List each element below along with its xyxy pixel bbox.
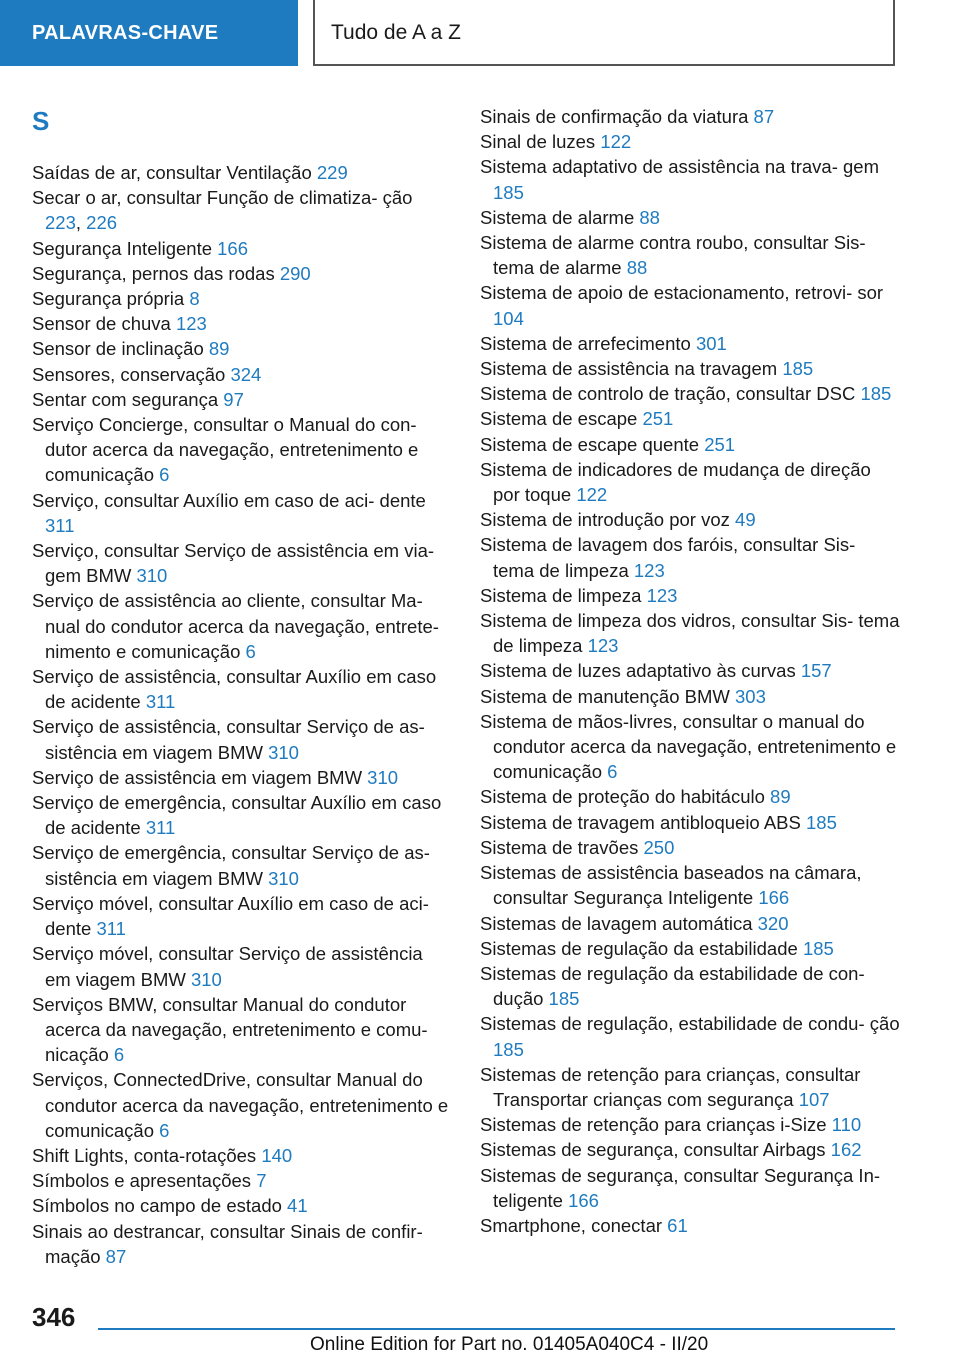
index-entry [32, 387, 452, 412]
page-reference-link[interactable]: 311 [145, 691, 176, 713]
page-number: 346 [32, 1302, 76, 1332]
page-reference-link[interactable]: 311 [96, 918, 126, 940]
index-entry-text: Sistema de manutenção BMW [480, 685, 735, 707]
index-entry [480, 1062, 900, 1112]
index-entry-text: Serviço móvel, consultar Auxílio em caso de aci‐ dente [32, 892, 429, 940]
index-entry [32, 1193, 452, 1218]
page-reference-link[interactable]: 310 [268, 741, 299, 763]
index-entry-text: Serviço, consultar Serviço de assistência em via‐ gem BMW [32, 540, 435, 587]
index-entry [480, 129, 900, 154]
page-reference-link[interactable]: 123 [646, 584, 678, 606]
index-entry-text: Sistema de indicadores de mudança de direção por toque [480, 458, 871, 506]
page-reference-link[interactable]: 6 [607, 761, 618, 783]
index-entry-text: Sistemas de regulação, estabilidade de condu‐ ção [480, 1013, 900, 1035]
index-entry-text: Símbolos e apresentações [32, 1170, 257, 1192]
page-reference-link[interactable]: 226 [86, 212, 118, 234]
index-entry [32, 941, 452, 991]
index-entry [480, 961, 900, 1011]
page-reference-link[interactable]: 185 [493, 181, 524, 203]
page-reference-link[interactable]: 122 [576, 484, 608, 506]
index-entry-text: Sistema de limpeza [480, 584, 647, 606]
index-entry-text: Sistemas de regulação da estabilidade de con‐ dução [480, 962, 865, 1010]
page-reference-link[interactable]: 8 [189, 288, 200, 310]
index-entry-text: Serviço de assistência, consultar Auxílio em caso de acidente [32, 666, 437, 713]
index-entry-text: Serviço de emergência, consultar Auxílio em caso de acidente [32, 792, 442, 839]
index-entry [480, 532, 900, 582]
page-reference-link[interactable]: 49 [735, 509, 756, 531]
index-entry [480, 331, 900, 356]
page-reference-link[interactable]: 290 [279, 262, 311, 284]
page-reference-link[interactable]: 320 [757, 912, 789, 934]
index-entry-text: Sistema de proteção do habitáculo [480, 786, 771, 808]
index-entry-text: Serviços BMW, consultar Manual do condutor acerca da navegação, entretenimento e comu‐ nicação [32, 993, 428, 1066]
index-entry-text: Serviço Concierge, consultar o Manual do con‐ dutor acerca da navegação, entretenimento e comunicação [32, 414, 419, 486]
page-reference-link[interactable]: 97 [223, 388, 244, 410]
page-reference-link[interactable]: 89 [770, 786, 791, 808]
page-reference-link[interactable]: 87 [753, 106, 775, 127]
index-entry [32, 160, 452, 185]
index-entry-text: Sinais de confirmação da viatura [480, 106, 754, 127]
index-entry [32, 261, 452, 286]
page-reference-link[interactable]: 123 [587, 635, 619, 657]
page-reference-link[interactable]: 88 [626, 257, 648, 279]
index-column-right [480, 104, 900, 1238]
index-entry [32, 1219, 452, 1269]
index-entry [480, 104, 900, 129]
page-reference-link[interactable]: 185 [860, 383, 892, 405]
page-reference-link[interactable]: 324 [230, 363, 262, 385]
index-entry-text: Shift Lights, conta-rotações [32, 1144, 262, 1166]
index-entry-text: Sistema de introdução por voz [480, 509, 736, 531]
index-entry-text: Saídas de ar, consultar Ventilação [32, 162, 317, 183]
index-entry [480, 432, 900, 457]
page-reference-link[interactable]: 6 [245, 640, 256, 662]
index-entry [32, 1143, 452, 1168]
index-entry [480, 936, 900, 961]
index-entry-text: Sistemas de regulação da estabilidade [480, 937, 803, 959]
index-entry-text: Sistema de apoio de estacionamento, retrovi‐ sor [480, 282, 884, 304]
page-reference-link[interactable]: 166 [758, 887, 790, 909]
section-tab[interactable]: PALAVRAS-CHAVE [0, 0, 298, 66]
page-reference-link[interactable]: 310 [268, 867, 299, 889]
index-letter-heading: S [32, 106, 50, 136]
index-entry-text: Serviços, ConnectedDrive, consultar Manual do condutor acerca da navegação, entretenimento e comunicação [32, 1069, 449, 1141]
page-reference-link[interactable]: 185 [806, 811, 837, 833]
page-reference-link[interactable]: 310 [136, 565, 168, 587]
index-entry [32, 790, 452, 840]
index-entry-text: Serviço de assistência ao cliente, consultar Ma‐ nual do condutor acerca da navegação, entrete‐ nimento e comunicação [32, 590, 439, 662]
index-entry [480, 1163, 900, 1213]
index-entry-text: Sistema de controlo de tração, consultar DSC [480, 383, 861, 405]
page-reference-link[interactable]: 61 [667, 1214, 688, 1236]
page-reference-link[interactable]: 185 [548, 988, 580, 1010]
index-entry-text: Sentar com segurança [32, 388, 224, 410]
index-entry [480, 658, 900, 683]
index-entry [32, 765, 452, 790]
index-entry-text: Sistema de arrefecimento [480, 332, 696, 354]
index-entry-text: Sistemas de retenção para crianças, consultar Transportar crianças com segurança [480, 1063, 861, 1110]
index-entry [480, 608, 900, 658]
page-reference-link[interactable]: 7 [256, 1170, 267, 1192]
index-entry [480, 1137, 900, 1162]
index-entry [32, 336, 452, 361]
index-entry-text: Serviço de emergência, consultar Serviço de as‐ sistência em viagem BMW [32, 842, 430, 889]
index-entry [480, 810, 900, 835]
index-entry-text: Sistema de lavagem dos faróis, consultar Sis‐ tema de limpeza [480, 534, 856, 581]
index-entry [480, 406, 900, 431]
index-entry [480, 1213, 900, 1238]
index-entry-text: Serviço móvel, consultar Serviço de assistência em viagem BMW [32, 943, 423, 990]
index-entry-text: Segurança Inteligente [32, 237, 218, 259]
index-entry-text: Sistemas de retenção para crianças i-Size [480, 1114, 832, 1136]
index-entry [480, 457, 900, 507]
index-entry [32, 840, 452, 890]
index-entry [480, 230, 900, 280]
index-entry [480, 205, 900, 230]
index-entry-text: Sistemas de assistência baseados na câmara, consultar Segurança Inteligente [480, 862, 862, 909]
footer-edition: Online Edition for Part no. 01405A040C4 - II/20 [310, 1334, 709, 1355]
index-entry [32, 286, 452, 311]
page-reference-link[interactable]: 185 [802, 937, 834, 959]
page-reference-link[interactable]: 107 [798, 1088, 830, 1110]
index-entry-text: Sistema de alarme [480, 206, 640, 228]
index-entry-text: Sistemas de segurança, consultar Airbags [480, 1139, 831, 1161]
page-reference-link[interactable]: 140 [261, 1144, 293, 1166]
page-header-title: Tudo de A a Z [313, 0, 895, 66]
index-entry [480, 911, 900, 936]
index-entry [480, 381, 900, 406]
page-reference-link[interactable]: 310 [190, 968, 222, 990]
index-entry-text: Sinais ao destrancar, consultar Sinais de confir‐ mação [32, 1220, 423, 1267]
index-entry-text: Secar o ar, consultar Função de climatiza‐ ção [32, 187, 413, 209]
page-reference-link[interactable]: 6 [113, 1044, 125, 1066]
page-reference-link[interactable]: 162 [830, 1139, 862, 1161]
footer-divider [98, 1328, 895, 1330]
index-entry-text: Sensor de inclinação [32, 338, 209, 360]
page-reference-link[interactable]: 229 [316, 162, 348, 183]
index-entry [480, 709, 900, 785]
index-entry [32, 362, 452, 387]
page-reference-link[interactable]: 311 [145, 817, 176, 839]
index-entry-text: Smartphone, conectar [480, 1214, 668, 1236]
index-entry [32, 714, 452, 764]
index-entry [32, 488, 452, 538]
page-reference-link[interactable]: 311 [45, 514, 75, 536]
page-reference-link[interactable]: 223 [45, 212, 76, 234]
index-entry-text: Sistemas de segurança, consultar Segurança In‐ teligente [480, 1164, 881, 1211]
index-entry-text: Sistema de mãos-livres, consultar o manual do condutor acerca da navegação, entretenimento e comunicação [480, 710, 897, 783]
index-entry [480, 835, 900, 860]
index-entry [480, 507, 900, 532]
page-reference-link[interactable]: 166 [568, 1189, 599, 1211]
index-entry [32, 412, 452, 488]
index-entry [32, 992, 452, 1068]
index-entry-text: Sistema de travagem antibloqueio ABS [480, 811, 806, 833]
index-entry [480, 1112, 900, 1137]
index-entry [480, 684, 900, 709]
index-entry [480, 583, 900, 608]
index-entry-text: Serviço, consultar Auxílio em caso de aci‐ dente [32, 489, 426, 511]
page-reference-link[interactable]: 310 [367, 766, 399, 788]
index-entry-text: Sistema de limpeza dos vidros, consultar Sis‐ tema de limpeza [480, 610, 900, 657]
page-reference-link[interactable]: 157 [800, 660, 832, 682]
index-entry-text: Sistema de luzes adaptativo às curvas [480, 660, 801, 682]
page-reference-link[interactable]: 185 [782, 358, 814, 380]
index-list-left [32, 160, 452, 1269]
index-entry [32, 891, 452, 941]
page-reference-link[interactable]: 87 [105, 1245, 127, 1267]
page-reference-link[interactable]: 41 [287, 1195, 308, 1217]
page-reference-link[interactable]: 166 [217, 237, 249, 259]
index-entry-text: Sensores, conservação [32, 363, 231, 385]
index-entry [480, 784, 900, 809]
index-entry-text: Segurança, pernos das rodas [32, 262, 280, 284]
index-entry-text: Símbolos no campo de estado [32, 1195, 288, 1217]
index-entry-text: Sistema de assistência na travagem [480, 358, 783, 380]
index-entry-text: Sistema de escape quente [480, 433, 705, 455]
page-reference-link[interactable]: 110 [831, 1114, 862, 1136]
page-reference-link[interactable]: 122 [600, 131, 632, 153]
index-entry-text: Sistema de escape [480, 408, 643, 430]
page-reference-link[interactable]: 89 [208, 338, 230, 360]
index-entry [32, 1067, 452, 1143]
index-entry-text: Sistema adaptativo de assistência na trava‐ gem [480, 156, 879, 178]
index-entry-text: Sistema de alarme contra roubo, consultar Sis‐ tema de alarme [480, 232, 866, 279]
index-entry [480, 860, 900, 910]
index-entry [32, 236, 452, 261]
page-reference-link[interactable]: 250 [643, 836, 675, 858]
index-entry [32, 1168, 452, 1193]
index-entry [32, 538, 452, 588]
page-reference-link[interactable]: 301 [695, 332, 727, 354]
page-reference-link[interactable]: 123 [175, 313, 207, 335]
index-entry [32, 664, 452, 714]
index-column-left [32, 108, 452, 1269]
page-reference-link[interactable]: 303 [735, 685, 766, 707]
page-reference-link[interactable]: 104 [493, 307, 524, 329]
index-entry-text: Serviço de assistência, consultar Serviço de as‐ sistência em viagem BMW [32, 716, 425, 763]
index-entry [480, 154, 900, 204]
page-reference-link[interactable]: 123 [633, 559, 665, 581]
index-entry [480, 356, 900, 381]
page-reference-link[interactable]: 6 [159, 464, 170, 486]
page-reference-link[interactable]: 251 [642, 408, 674, 430]
index-entry-text: Sistemas de lavagem automática [480, 912, 758, 934]
page-reference-link[interactable]: 185 [493, 1038, 524, 1060]
index-entry [32, 588, 452, 664]
index-entry-text: Segurança própria [32, 288, 190, 310]
index-entry [32, 311, 452, 336]
index-entry-text: Sistema de travões [480, 836, 644, 858]
index-entry-text: Sensor de chuva [32, 313, 176, 335]
index-entry: Secar o ar, consultar Função de climatiza‐ ção 223, 226 [32, 187, 413, 234]
index-entry [480, 280, 900, 330]
page-reference-link[interactable]: 6 [159, 1119, 170, 1141]
index-entry-text: Sinal de luzes [480, 131, 601, 153]
index-list-right [480, 104, 900, 1238]
index-entry-text: Serviço de assistência em viagem BMW [32, 766, 368, 788]
index-entry [480, 1011, 900, 1061]
page-reference-link[interactable]: 88 [639, 206, 660, 228]
page-reference-link[interactable]: 251 [704, 433, 736, 455]
